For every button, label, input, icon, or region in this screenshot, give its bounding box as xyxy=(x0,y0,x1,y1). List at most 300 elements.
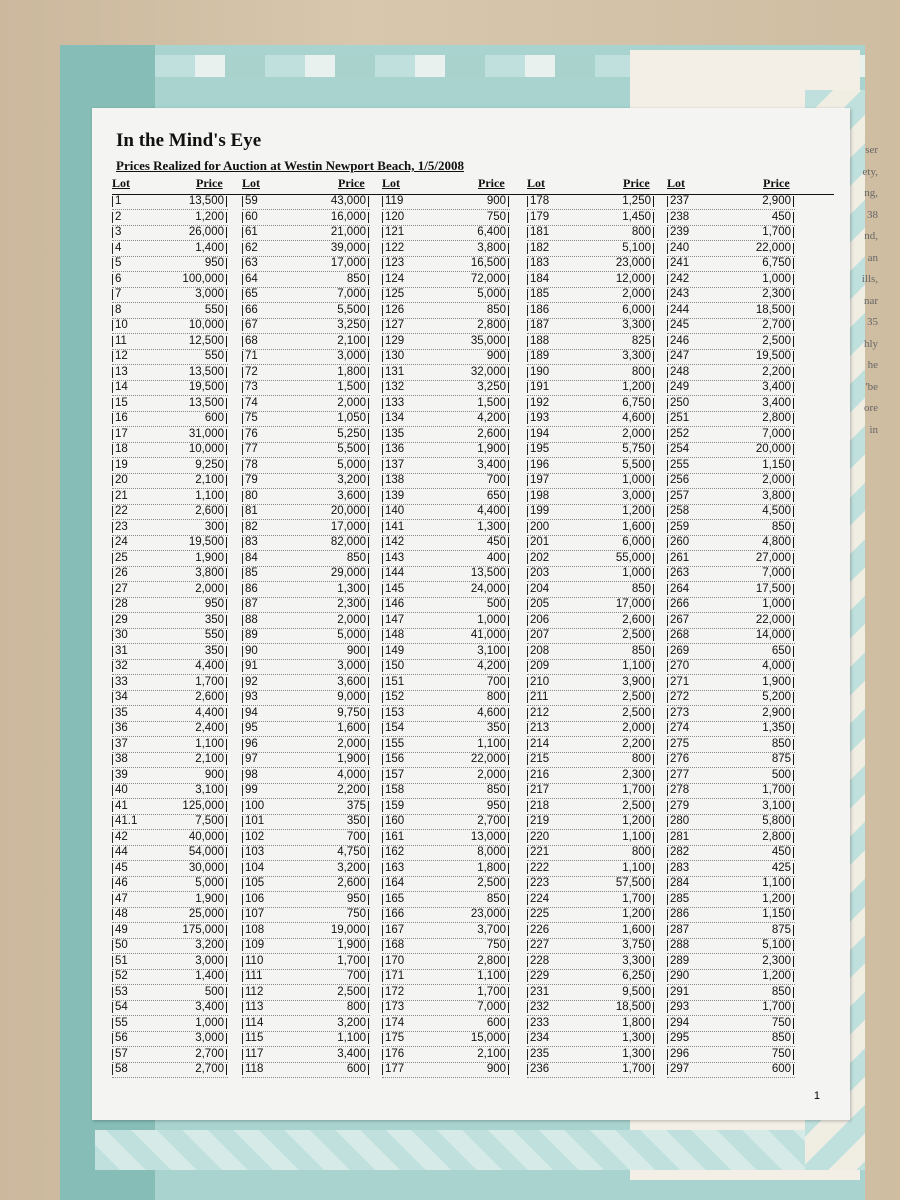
row-divider xyxy=(382,580,510,582)
lot-number: 211 xyxy=(527,692,560,703)
lot-number: 122 xyxy=(382,243,415,254)
price-value: 1,800 xyxy=(276,367,369,378)
price-value: 1,800 xyxy=(416,863,509,874)
price-value: 2,100 xyxy=(416,1049,509,1060)
price-value: 7,000 xyxy=(416,1002,509,1013)
price-value: 3,400 xyxy=(701,398,794,409)
lot-number: 198 xyxy=(527,491,560,502)
lot-number: 49 xyxy=(112,925,145,936)
price-value: 2,500 xyxy=(276,987,369,998)
lot-number: 71 xyxy=(242,351,275,362)
lot-number: 245 xyxy=(667,320,700,331)
lot-number: 77 xyxy=(242,444,275,455)
price-value: 2,500 xyxy=(561,708,654,719)
row-divider xyxy=(242,549,370,551)
price-value: 39,000 xyxy=(276,243,369,254)
lot-number: 17 xyxy=(112,429,145,440)
lot-number: 85 xyxy=(242,568,275,579)
row-divider xyxy=(382,797,510,799)
price-value: 72,000 xyxy=(416,274,509,285)
lot-number: 216 xyxy=(527,770,560,781)
price-value: 17,000 xyxy=(276,258,369,269)
price-value: 2,100 xyxy=(146,475,227,486)
lot-number: 282 xyxy=(667,847,700,858)
lot-number: 260 xyxy=(667,537,700,548)
lot-number: 170 xyxy=(382,956,415,967)
lot-number: 42 xyxy=(112,832,145,843)
lot-number: 10 xyxy=(112,320,145,331)
price-value: 1,200 xyxy=(146,212,227,223)
price-value: 24,000 xyxy=(416,584,509,595)
price-value: 7,000 xyxy=(701,568,794,579)
row-divider xyxy=(242,673,370,675)
price-value: 1,200 xyxy=(561,382,654,393)
row-divider xyxy=(667,673,795,675)
lot-number: 113 xyxy=(242,1002,275,1013)
row-divider xyxy=(382,952,510,954)
price-value: 2,000 xyxy=(701,475,794,486)
lot-number: 96 xyxy=(242,739,275,750)
price-value: 900 xyxy=(416,1064,509,1075)
price-value: 2,200 xyxy=(276,785,369,796)
price-value: 2,500 xyxy=(561,692,654,703)
row-divider xyxy=(667,1076,795,1078)
row-divider xyxy=(667,239,795,241)
price-value: 700 xyxy=(416,475,509,486)
lot-number: 296 xyxy=(667,1049,700,1060)
price-value: 1,900 xyxy=(146,894,227,905)
price-value: 1,100 xyxy=(561,832,654,843)
price-value: 8,000 xyxy=(416,847,509,858)
price-value: 4,600 xyxy=(416,708,509,719)
price-value: 27,000 xyxy=(701,553,794,564)
lot-number: 157 xyxy=(382,770,415,781)
price-value: 22,000 xyxy=(701,615,794,626)
price-value: 4,800 xyxy=(701,537,794,548)
lot-number: 86 xyxy=(242,584,275,595)
row-divider xyxy=(527,1014,655,1016)
lot-number: 26 xyxy=(112,568,145,579)
lot-number: 295 xyxy=(667,1033,700,1044)
row-divider xyxy=(667,270,795,272)
lot-number: 142 xyxy=(382,537,415,548)
lot-number: 136 xyxy=(382,444,415,455)
row-divider xyxy=(382,549,510,551)
lot-number: 220 xyxy=(527,832,560,843)
price-value: 23,000 xyxy=(416,909,509,920)
page-subtitle: Prices Realized for Auction at Westin Newport Beach, 1/5/2008 xyxy=(116,158,464,173)
price-value: 1,500 xyxy=(276,382,369,393)
lot-number: 259 xyxy=(667,522,700,533)
row-divider xyxy=(667,952,795,954)
price-value: 500 xyxy=(416,599,509,610)
row-divider xyxy=(667,208,795,210)
row-divider xyxy=(527,456,655,458)
lot-number: 91 xyxy=(242,661,275,672)
price-value: 1,700 xyxy=(416,987,509,998)
price-value: 3,400 xyxy=(416,460,509,471)
lot-number: 194 xyxy=(527,429,560,440)
row-divider xyxy=(112,983,228,985)
price-value: 9,000 xyxy=(276,692,369,703)
price-value: 850 xyxy=(701,522,794,533)
price-value: 6,400 xyxy=(416,227,509,238)
lot-number: 90 xyxy=(242,646,275,657)
lot-number: 1 xyxy=(112,196,145,207)
price-value: 2,800 xyxy=(416,956,509,967)
price-value: 3,750 xyxy=(561,940,654,951)
lot-number: 203 xyxy=(527,568,560,579)
price-value: 2,900 xyxy=(701,708,794,719)
price-value: 2,300 xyxy=(701,956,794,967)
price-value: 7,000 xyxy=(701,429,794,440)
lot-number: 106 xyxy=(242,894,275,905)
price-value: 2,000 xyxy=(561,429,654,440)
price-value: 850 xyxy=(701,987,794,998)
price-value: 6,750 xyxy=(701,258,794,269)
row-divider xyxy=(667,332,795,334)
row-divider xyxy=(112,518,228,520)
lot-number: 176 xyxy=(382,1049,415,1060)
lot-number: 248 xyxy=(667,367,700,378)
row-divider xyxy=(382,239,510,241)
book-page-word: ore xyxy=(863,402,878,414)
price-value: 19,500 xyxy=(701,351,794,362)
price-value: 2,300 xyxy=(276,599,369,610)
lot-number: 181 xyxy=(527,227,560,238)
lot-number: 204 xyxy=(527,584,560,595)
row-divider xyxy=(112,735,228,737)
row-divider xyxy=(382,425,510,427)
book-page-word: hly xyxy=(863,337,878,350)
lot-number: 226 xyxy=(527,925,560,936)
lot-number: 195 xyxy=(527,444,560,455)
row-divider xyxy=(527,1076,655,1078)
lot-number: 188 xyxy=(527,336,560,347)
lot-number: 133 xyxy=(382,398,415,409)
lot-number: 84 xyxy=(242,553,275,564)
row-divider xyxy=(527,208,655,210)
page-number: 1 xyxy=(813,1090,820,1102)
lot-number: 152 xyxy=(382,692,415,703)
lot-number: 235 xyxy=(527,1049,560,1060)
row-divider xyxy=(242,921,370,923)
row-divider xyxy=(382,1045,510,1047)
lot-number: 74 xyxy=(242,398,275,409)
row-divider xyxy=(112,425,228,427)
row-divider xyxy=(667,518,795,520)
price-value: 2,500 xyxy=(561,801,654,812)
price-value: 1,600 xyxy=(561,522,654,533)
row-divider xyxy=(527,890,655,892)
row-divider xyxy=(242,983,370,985)
row-divider xyxy=(382,363,510,365)
price-value: 350 xyxy=(416,723,509,734)
price-value: 3,200 xyxy=(276,475,369,486)
row-divider xyxy=(667,642,795,644)
price-value: 1,100 xyxy=(276,1033,369,1044)
price-value: 850 xyxy=(416,894,509,905)
price-value: 800 xyxy=(561,847,654,858)
price-value: 1,150 xyxy=(701,460,794,471)
row-divider xyxy=(112,673,228,675)
price-header: Price xyxy=(338,176,365,190)
price-value: 125,000 xyxy=(146,801,227,812)
price-value: 1,000 xyxy=(701,274,794,285)
price-value: 3,300 xyxy=(561,956,654,967)
price-value: 2,700 xyxy=(416,816,509,827)
row-divider xyxy=(527,611,655,613)
lot-number: 267 xyxy=(667,615,700,626)
lot-number: 280 xyxy=(667,816,700,827)
row-divider xyxy=(382,1014,510,1016)
price-value: 2,500 xyxy=(701,336,794,347)
lot-number: 238 xyxy=(667,212,700,223)
price-value: 1,300 xyxy=(561,1049,654,1060)
row-divider xyxy=(667,983,795,985)
price-value: 1,150 xyxy=(701,909,794,920)
row-divider xyxy=(527,921,655,923)
row-divider xyxy=(112,580,228,582)
row-divider xyxy=(527,859,655,861)
row-divider xyxy=(242,735,370,737)
row-divider xyxy=(527,270,655,272)
lot-number: 75 xyxy=(242,413,275,424)
row-divider xyxy=(112,828,228,830)
price-value: 5,250 xyxy=(276,429,369,440)
price-value: 13,500 xyxy=(416,568,509,579)
lot-number: 145 xyxy=(382,584,415,595)
row-divider xyxy=(527,518,655,520)
price-value: 550 xyxy=(146,351,227,362)
book-page-word: 38 xyxy=(867,208,878,221)
price-value: 3,700 xyxy=(416,925,509,936)
lot-number: 6 xyxy=(112,274,145,285)
lot-number: 55 xyxy=(112,1018,145,1029)
price-value: 600 xyxy=(701,1064,794,1075)
lot-number: 276 xyxy=(667,754,700,765)
lot-number: 163 xyxy=(382,863,415,874)
row-divider xyxy=(242,208,370,210)
lot-number: 269 xyxy=(667,646,700,657)
lot-number: 141 xyxy=(382,522,415,533)
lot-number: 213 xyxy=(527,723,560,734)
price-value: 1,900 xyxy=(276,940,369,951)
lot-number: 209 xyxy=(527,661,560,672)
price-sheet xyxy=(92,108,850,1120)
lot-number: 66 xyxy=(242,305,275,316)
lot-number: 175 xyxy=(382,1033,415,1044)
lot-number: 224 xyxy=(527,894,560,905)
lot-number: 261 xyxy=(667,553,700,564)
price-value: 850 xyxy=(416,785,509,796)
lot-number: 236 xyxy=(527,1064,560,1075)
row-divider xyxy=(667,890,795,892)
lot-number: 177 xyxy=(382,1064,415,1075)
lot-number: 125 xyxy=(382,289,415,300)
price-value: 1,400 xyxy=(146,971,227,982)
row-divider xyxy=(112,952,228,954)
price-value: 57,500 xyxy=(561,878,654,889)
price-value: 25,000 xyxy=(146,909,227,920)
lot-number: 144 xyxy=(382,568,415,579)
price-value: 450 xyxy=(416,537,509,548)
price-value: 5,500 xyxy=(276,305,369,316)
lot-number: 151 xyxy=(382,677,415,688)
price-value: 1,200 xyxy=(561,506,654,517)
lot-number: 138 xyxy=(382,475,415,486)
price-value: 3,100 xyxy=(701,801,794,812)
price-value: 850 xyxy=(701,1033,794,1044)
price-value: 6,000 xyxy=(561,537,654,548)
price-value: 2,700 xyxy=(146,1064,227,1075)
price-value: 1,050 xyxy=(276,413,369,424)
row-divider xyxy=(667,301,795,303)
price-value: 17,000 xyxy=(561,599,654,610)
lot-number: 197 xyxy=(527,475,560,486)
price-value: 2,500 xyxy=(416,878,509,889)
lot-number: 127 xyxy=(382,320,415,331)
row-divider xyxy=(112,456,228,458)
lot-number: 274 xyxy=(667,723,700,734)
lot-number: 105 xyxy=(242,878,275,889)
lot-number: 93 xyxy=(242,692,275,703)
price-value: 20,000 xyxy=(701,444,794,455)
price-value: 13,500 xyxy=(146,196,227,207)
lot-header: Lot xyxy=(112,176,130,190)
lot-number: 285 xyxy=(667,894,700,905)
price-value: 4,000 xyxy=(276,770,369,781)
price-value: 1,700 xyxy=(701,1002,794,1013)
lot-number: 92 xyxy=(242,677,275,688)
price-value: 1,800 xyxy=(561,1018,654,1029)
lot-number: 164 xyxy=(382,878,415,889)
price-value: 3,400 xyxy=(146,1002,227,1013)
price-value: 900 xyxy=(416,196,509,207)
lot-number: 258 xyxy=(667,506,700,517)
price-value: 550 xyxy=(146,630,227,641)
lot-number: 11 xyxy=(112,336,145,347)
price-value: 2,100 xyxy=(146,754,227,765)
price-value: 1,700 xyxy=(561,894,654,905)
lot-number: 50 xyxy=(112,940,145,951)
lot-number: 135 xyxy=(382,429,415,440)
lot-number: 22 xyxy=(112,506,145,517)
lot-number: 257 xyxy=(667,491,700,502)
row-divider xyxy=(242,425,370,427)
row-divider xyxy=(382,983,510,985)
lot-number: 293 xyxy=(667,1002,700,1013)
lot-header: Lot xyxy=(382,176,400,190)
price-value: 1,300 xyxy=(416,522,509,533)
price-value: 2,800 xyxy=(701,413,794,424)
lot-number: 228 xyxy=(527,956,560,967)
row-divider xyxy=(112,859,228,861)
lot-number: 2 xyxy=(112,212,145,223)
lot-number: 18 xyxy=(112,444,145,455)
price-value: 1,600 xyxy=(561,925,654,936)
price-value: 1,700 xyxy=(561,1064,654,1075)
price-value: 22,000 xyxy=(416,754,509,765)
lot-number: 193 xyxy=(527,413,560,424)
lot-number: 82 xyxy=(242,522,275,533)
row-divider xyxy=(242,704,370,706)
price-value: 600 xyxy=(276,1064,369,1075)
lot-number: 51 xyxy=(112,956,145,967)
lot-number: 98 xyxy=(242,770,275,781)
row-divider xyxy=(527,363,655,365)
price-value: 2,700 xyxy=(701,320,794,331)
lot-number: 290 xyxy=(667,971,700,982)
price-value: 2,100 xyxy=(276,336,369,347)
lot-number: 165 xyxy=(382,894,415,905)
lot-number: 29 xyxy=(112,615,145,626)
row-divider xyxy=(667,1045,795,1047)
lot-number: 121 xyxy=(382,227,415,238)
price-value: 18,500 xyxy=(561,1002,654,1013)
row-divider xyxy=(382,766,510,768)
lot-number: 161 xyxy=(382,832,415,843)
lot-number: 266 xyxy=(667,599,700,610)
lot-number: 279 xyxy=(667,801,700,812)
price-value: 4,200 xyxy=(416,661,509,672)
lot-number: 232 xyxy=(527,1002,560,1013)
price-value: 9,250 xyxy=(146,460,227,471)
lot-number: 143 xyxy=(382,553,415,564)
row-divider xyxy=(667,549,795,551)
price-value: 1,350 xyxy=(701,723,794,734)
row-divider xyxy=(667,394,795,396)
lot-number: 36 xyxy=(112,723,145,734)
row-divider xyxy=(242,394,370,396)
row-divider xyxy=(242,332,370,334)
lot-number: 25 xyxy=(112,553,145,564)
price-value: 2,300 xyxy=(701,289,794,300)
lot-number: 242 xyxy=(667,274,700,285)
row-divider xyxy=(382,642,510,644)
lot-number: 271 xyxy=(667,677,700,688)
lot-number: 174 xyxy=(382,1018,415,1029)
price-value: 1,300 xyxy=(561,1033,654,1044)
lot-number: 185 xyxy=(527,289,560,300)
prices-table xyxy=(112,174,834,1074)
lot-number: 4 xyxy=(112,243,145,254)
price-value: 17,000 xyxy=(276,522,369,533)
price-value: 175,000 xyxy=(146,925,227,936)
row-divider xyxy=(382,828,510,830)
lot-number: 139 xyxy=(382,491,415,502)
lot-number: 78 xyxy=(242,460,275,471)
price-value: 2,000 xyxy=(416,770,509,781)
row-divider xyxy=(242,301,370,303)
row-divider xyxy=(242,487,370,489)
row-divider xyxy=(242,859,370,861)
lot-number: 256 xyxy=(667,475,700,486)
book-page-word: nar xyxy=(863,294,878,307)
row-divider xyxy=(382,921,510,923)
price-value: 800 xyxy=(276,1002,369,1013)
price-value: 1,200 xyxy=(701,971,794,982)
lot-number: 241 xyxy=(667,258,700,269)
price-value: 1,100 xyxy=(701,878,794,889)
lot-number: 5 xyxy=(112,258,145,269)
lot-number: 120 xyxy=(382,212,415,223)
price-value: 2,000 xyxy=(561,289,654,300)
price-value: 950 xyxy=(276,894,369,905)
price-value: 5,100 xyxy=(701,940,794,951)
lot-number: 166 xyxy=(382,909,415,920)
lot-number: 37 xyxy=(112,739,145,750)
